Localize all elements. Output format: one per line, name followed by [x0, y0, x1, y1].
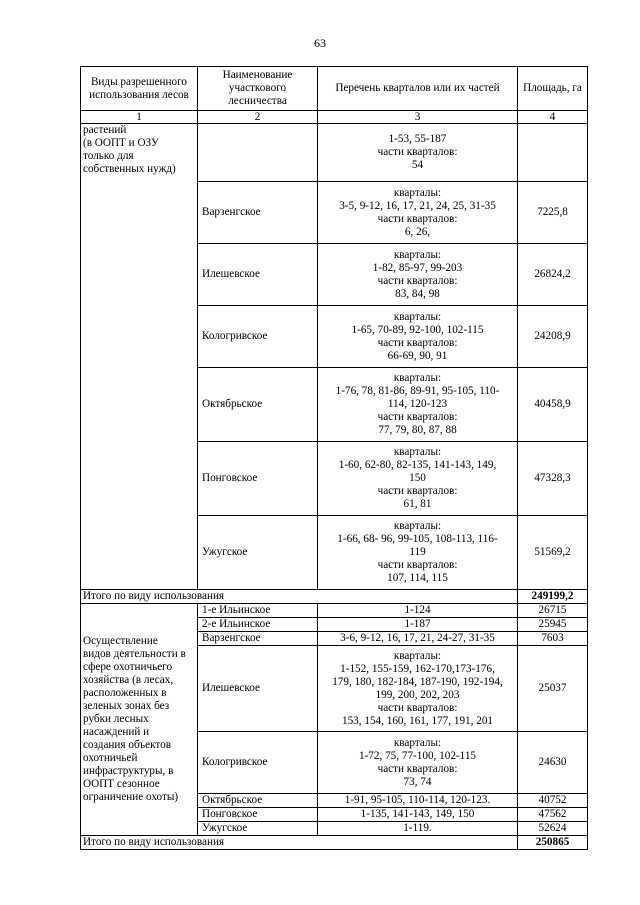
- quarters-line: кварталы:: [393, 310, 442, 323]
- quarters-line: 119: [409, 546, 426, 558]
- quarters-line: 1-65, 70-89, 92-100, 102-115: [351, 323, 484, 336]
- quarters-line: 77, 79, 80, 87, 88: [378, 424, 457, 436]
- use-type-line: ограничение охоты): [83, 791, 179, 803]
- quarters-line: части кварталов:: [377, 411, 458, 423]
- quarters-line: кварталы:: [393, 446, 442, 458]
- quarters-line: части кварталов:: [377, 274, 458, 287]
- section1-total-label: Итого по виду использования: [81, 590, 518, 604]
- forestry-name: Октябрьское: [198, 794, 318, 808]
- quarters-line: 1-124: [404, 604, 431, 616]
- quarters-line: кварталы:: [393, 736, 442, 749]
- quarters-line: кварталы:: [393, 649, 442, 662]
- quarters-line: 1-53, 55-187: [388, 133, 447, 145]
- quarters-line: 1-60, 62-80, 82-135, 141-143, 149,: [338, 459, 497, 471]
- forestry-name: Понговское: [198, 442, 318, 516]
- quarters-line: 6, 26,: [404, 225, 431, 238]
- use-type-line: зеленых зонах без: [83, 700, 170, 712]
- quarters-line: 83, 84, 98: [395, 287, 440, 300]
- area-value: 24208,9: [518, 306, 588, 368]
- quarters-cell: [318, 306, 518, 368]
- quarters-line: части кварталов:: [377, 701, 458, 714]
- quarters-cell: [318, 244, 518, 306]
- quarters-cell: [318, 794, 518, 808]
- use-type-line: расположенных в: [83, 687, 167, 699]
- quarters-line: 1-135, 141-143, 149, 150: [360, 808, 475, 820]
- column-number: 4: [518, 111, 588, 124]
- quarters-line: части кварталов:: [377, 485, 458, 497]
- header-use-type: Виды разрешенного использования лесов: [81, 67, 198, 111]
- use-type-line: насаждений и: [83, 726, 150, 738]
- quarters-line: 73, 74: [403, 775, 432, 788]
- quarters-line: кварталы:: [393, 248, 442, 261]
- forestry-name: [198, 124, 318, 182]
- quarters-line: 179, 180, 182-184, 187-190, 192-194,: [332, 675, 503, 688]
- section1-body: [81, 124, 588, 590]
- quarters-line: 1-76, 78, 81-86, 89-91, 95-105, 110-: [335, 385, 500, 397]
- area-value: 40458,9: [518, 368, 588, 442]
- quarters-line: кварталы:: [393, 372, 442, 384]
- table-row: [81, 604, 588, 618]
- area-value: 47562: [518, 808, 588, 822]
- forestry-name: Ужугское: [198, 822, 318, 836]
- area-value: [518, 124, 588, 182]
- area-value: 25037: [518, 646, 588, 732]
- section2-total-label: Итого по виду использования: [81, 836, 518, 850]
- quarters-cell: [318, 822, 518, 836]
- column-number: 1: [81, 111, 198, 124]
- forestry-name: Кологривское: [198, 732, 318, 794]
- use-type-line: инфраструктуры, в: [83, 765, 174, 777]
- forestry-name: Илешевское: [198, 646, 318, 732]
- quarters-cell: [318, 732, 518, 794]
- quarters-line: 1-72, 75, 77-100, 102-115: [358, 749, 477, 762]
- quarters-line: части кварталов:: [377, 146, 458, 158]
- quarters-line: части кварталов:: [377, 559, 458, 571]
- quarters-line: кварталы:: [393, 186, 442, 199]
- quarters-line: 1-187: [404, 618, 431, 630]
- quarters-line: 153, 154, 160, 161, 177, 191, 201: [341, 714, 494, 727]
- quarters-cell: [318, 808, 518, 822]
- quarters-line: части кварталов:: [377, 762, 458, 775]
- area-value: 51569,2: [518, 516, 588, 590]
- quarters-line: части кварталов:: [377, 212, 458, 225]
- quarters-line: 107, 114, 115: [387, 572, 448, 584]
- quarters-cell: [318, 646, 518, 732]
- use-type-line: растений: [83, 124, 127, 136]
- quarters-line: 61, 81: [403, 498, 432, 510]
- quarters-line: 66-69, 90, 91: [387, 349, 448, 362]
- use-type-cell: [81, 604, 198, 836]
- forestry-name: Варзенгское: [198, 182, 318, 244]
- quarters-line: 114, 120-123: [387, 398, 448, 410]
- table-row: [81, 124, 588, 182]
- section1-total-value: 249199,2: [518, 590, 588, 604]
- use-type-line: видов деятельности в: [83, 648, 186, 660]
- forestry-name: 2-е Ильинское: [198, 618, 318, 632]
- area-value: 24630: [518, 732, 588, 794]
- quarters-cell: [318, 442, 518, 516]
- quarters-cell: [318, 182, 518, 244]
- use-type-line: создания объектов: [83, 739, 172, 751]
- quarters-line: части кварталов:: [377, 336, 458, 349]
- quarters-line: 150: [409, 472, 426, 484]
- use-type-line: ООПТ сезонное: [83, 778, 160, 790]
- use-type-line: сфере охотничьего: [83, 661, 173, 673]
- use-type-line: Осуществление: [83, 635, 158, 647]
- quarters-line: 3-5, 9-12, 16, 17, 21, 24, 25, 31-35: [339, 199, 496, 212]
- quarters-cell: [318, 516, 518, 590]
- forest-use-table: [80, 66, 588, 850]
- quarters-cell: [318, 124, 518, 182]
- forestry-name: Понговское: [198, 808, 318, 822]
- column-number: 3: [318, 111, 518, 124]
- use-type-line: хозяйства (в лесах,: [83, 674, 174, 686]
- quarters-line: 1-152, 155-159, 162-170,173-176,: [340, 662, 495, 675]
- column-number: 2: [198, 111, 318, 124]
- header-forestry: Наименование участкового лесничества: [198, 67, 318, 111]
- quarters-line: 54: [411, 159, 424, 171]
- use-type-line: рубки лесных: [83, 713, 149, 725]
- use-type-line: (в ООПТ и ОЗУ: [83, 137, 159, 149]
- use-type-line: охотничьей: [83, 752, 138, 764]
- page-number: 63: [314, 36, 326, 50]
- section2-body: [81, 604, 588, 836]
- quarters-line: кварталы:: [393, 520, 442, 532]
- section2-total-value: 250865: [518, 836, 588, 850]
- forestry-name: Ужугское: [198, 516, 318, 590]
- use-type-line: собственных нужд): [83, 163, 176, 175]
- quarters-line: 1-91, 95-105, 110-114, 120-123.: [344, 794, 491, 806]
- header-area: Площадь, га: [518, 67, 588, 111]
- use-type-cell: [81, 124, 198, 590]
- quarters-line: 199, 200, 202, 203: [375, 688, 460, 701]
- forestry-name: Кологривское: [198, 306, 318, 368]
- forestry-name: 1-е Ильинское: [198, 604, 318, 618]
- quarters-cell: [318, 618, 518, 632]
- quarters-cell: [318, 368, 518, 442]
- area-value: 7225,8: [518, 182, 588, 244]
- quarters-line: 1-119.: [403, 822, 432, 834]
- quarters-line: 1-82, 85-97, 99-203: [372, 261, 463, 274]
- area-value: 25945: [518, 618, 588, 632]
- area-value: 47328,3: [518, 442, 588, 516]
- forestry-name: Варзенгское: [198, 632, 318, 646]
- quarters-line: 1-66, 68- 96, 99-105, 108-113, 116-: [337, 533, 498, 545]
- header-quarters: Перечень кварталов или их частей: [318, 67, 518, 111]
- area-value: 26715: [518, 604, 588, 618]
- forestry-name: Илешевское: [198, 244, 318, 306]
- area-value: 26824,2: [518, 244, 588, 306]
- quarters-cell: [318, 604, 518, 618]
- area-value: 40752: [518, 794, 588, 808]
- area-value: 7603: [518, 632, 588, 646]
- quarters-line: 3-6, 9-12, 16, 17, 21, 24-27, 31-35: [340, 632, 495, 644]
- area-value: 52624: [518, 822, 588, 836]
- use-type-line: только для: [83, 150, 134, 162]
- forestry-name: Октябрьское: [198, 368, 318, 442]
- quarters-cell: [318, 632, 518, 646]
